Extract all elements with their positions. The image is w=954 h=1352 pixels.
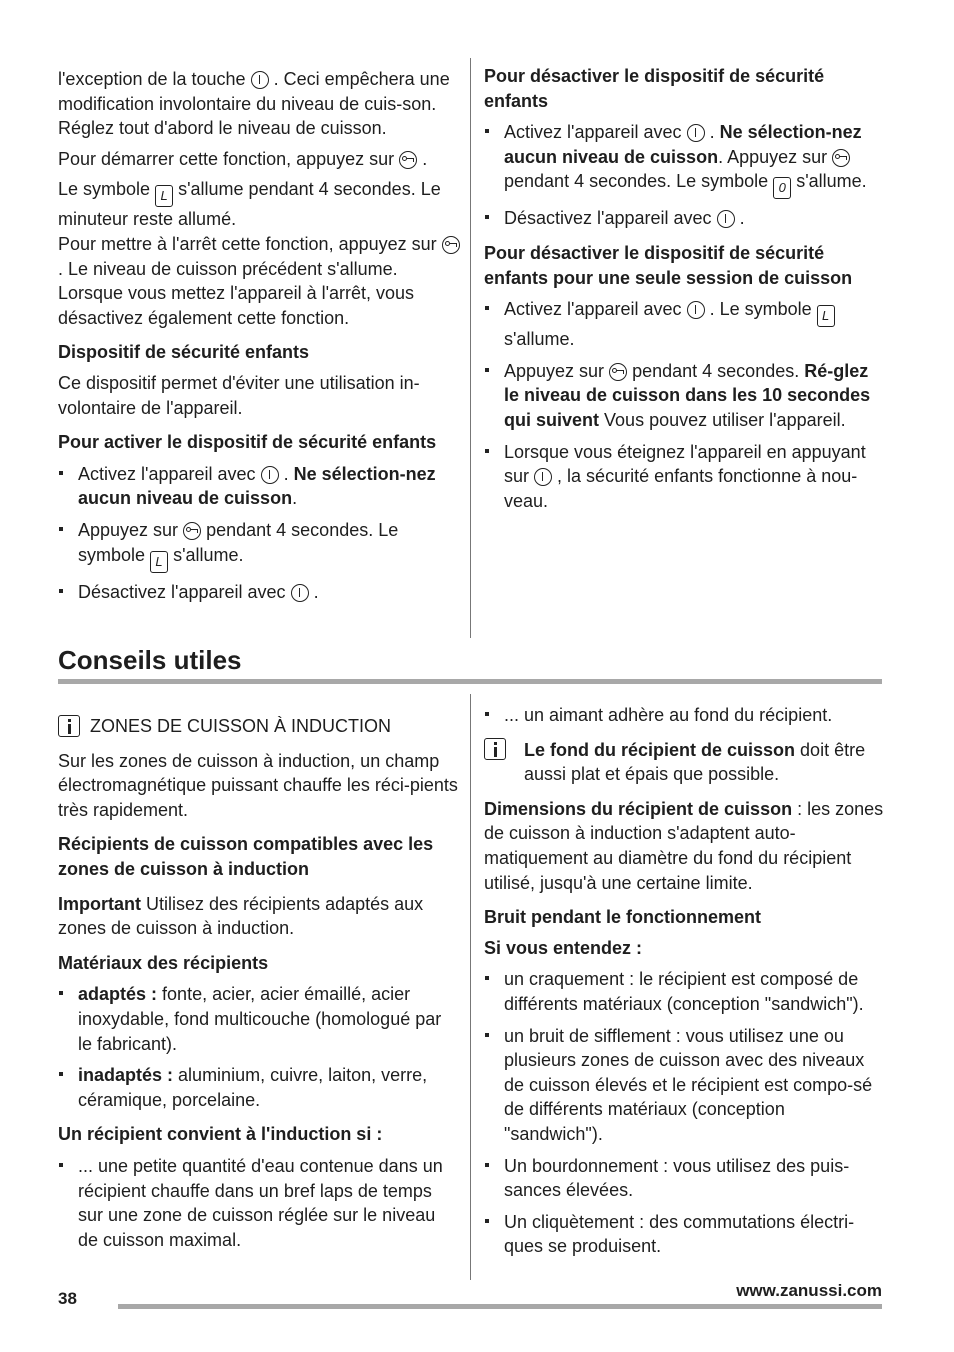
bullet-list [58, 462, 460, 604]
power-icon [687, 301, 705, 319]
paragraph: Réglez tout d'abord le niveau de cuisson. [58, 118, 387, 139]
paragraph: l'exception de la touche . Ceci empêchera une modification involontaire du niveau de cuis-son. [58, 69, 450, 114]
power-icon [261, 466, 279, 484]
power-icon [291, 584, 309, 602]
info-note: ZONES DE CUISSON À INDUCTION [58, 714, 460, 739]
list-item: un craquement : le récipient est composé de différents matériaux (conception "sandwich"). [484, 967, 884, 1016]
list-item: adaptés : fonte, acier, acier émaillé, acier inoxydable, fond multicouche (homologué par le fabricant). [58, 982, 460, 1056]
section-rule [58, 679, 882, 684]
paragraph: Ce dispositif permet d'éviter une utilisation in-volontaire de l'appareil. [58, 372, 420, 418]
lock-key-icon [183, 522, 201, 540]
list-item: Un bourdonnement : vous utilisez des puis-sances élevées. [484, 1154, 884, 1203]
column-divider [470, 694, 471, 1280]
list-item: Activez l'appareil avec . Ne sélection-nez aucun niveau de cuisson. Appuyez sur pendant 4 secondes. Le symbole 0 s'allume. [484, 120, 884, 199]
heading: Bruit pendant le fonctionnement [484, 907, 761, 928]
power-icon [717, 210, 735, 228]
lock-symbol-icon: L [155, 185, 173, 207]
info-icon [484, 738, 506, 760]
list-item: Appuyez sur pendant 4 secondes. Le symbole L s'allume. [58, 518, 460, 573]
power-icon [251, 71, 269, 89]
heading: Si vous entendez : [484, 937, 643, 958]
list-item: Lorsque vous éteignez l'appareil en appuyant sur , la sécurité enfants fonctionne à nou-veau. [484, 440, 884, 514]
list-item: Appuyez sur pendant 4 secondes. Ré-glez le niveau de cuisson dans les 10 secondes qui suivent Vous pouvez utiliser l'appareil. [484, 359, 884, 433]
lock-key-icon [609, 363, 627, 381]
power-icon [534, 468, 552, 486]
list-item: inadaptés : aluminium, cuivre, laiton, verre, céramique, porcelaine. [58, 1063, 460, 1112]
list-item: ... une petite quantité d'eau contenue dans un récipient chauffe dans un bref laps de temps sur une zone de cuisson réglée sur le niveau de cuisson maximal. [58, 1154, 460, 1252]
list-item: un bruit de sifflement : vous utilisez une ou plusieurs zones de cuisson avec des niveaux de cuisson élevés et le récipient est compo-sé de différents matériaux (conception "sandwich"). [484, 1024, 884, 1147]
bullet-list [58, 982, 460, 1112]
bottom-left-column [58, 714, 460, 1252]
zero-symbol-icon: 0 [773, 177, 791, 199]
paragraph: Le symbole L s'allume pendant 4 secondes. Le minuteur reste allumé. [58, 179, 441, 230]
lock-key-icon [832, 149, 850, 167]
bullet-list [484, 120, 884, 231]
website-link[interactable]: www.zanussi.com [736, 1281, 882, 1300]
paragraph: Important Utilisez des récipients adaptés aux zones de cuisson à induction. [58, 893, 424, 939]
bottom-right-column [484, 696, 884, 1259]
list-item: Un cliquètement : des commutations électri-ques se produisent. [484, 1210, 884, 1259]
heading: Matériaux des récipients [58, 952, 269, 973]
section-title: Conseils utiles [58, 645, 242, 675]
bullet-list [484, 703, 884, 728]
heading: Pour activer le dispositif de sécurité enfants [58, 432, 437, 453]
info-note: Le fond du récipient de cuisson doit être aussi plat et épais que possible. [484, 738, 884, 787]
heading: Récipients de cuisson compatibles avec les zones de cuisson à induction [58, 834, 434, 879]
paragraph: Dimensions du récipient de cuisson : les zones de cuisson à induction s'adaptent auto-matiquement au diamètre du fond du récipient utilisé, jusqu'à une certaine limite. [484, 798, 884, 893]
lock-symbol-icon: L [150, 551, 168, 573]
heading: Pour désactiver le dispositif de sécurité enfants [484, 66, 825, 111]
list-item: Activez l'appareil avec . Le symbole L s'allume. [484, 297, 884, 352]
list-item: Désactivez l'appareil avec . [58, 580, 460, 605]
list-item: Activez l'appareil avec . Ne sélection-nez aucun niveau de cuisson. [58, 462, 460, 511]
list-item: ... un aimant adhère au fond du récipient. [484, 703, 884, 728]
power-icon [687, 124, 705, 142]
top-left-column [58, 67, 460, 604]
top-right-column [484, 64, 884, 513]
info-icon [58, 715, 80, 737]
heading: Dispositif de sécurité enfants [58, 342, 310, 363]
column-divider [470, 58, 471, 638]
paragraph: Pour démarrer cette fonction, appuyez sur . [58, 148, 428, 169]
lock-key-icon [399, 151, 417, 169]
bullet-list [58, 1154, 460, 1252]
lock-symbol-icon: L [817, 305, 835, 327]
paragraph: Sur les zones de cuisson à induction, un champ électromagnétique puissant chauffe les réci-pients très rapidement. [58, 750, 458, 820]
paragraph: Pour mettre à l'arrêt cette fonction, appuyez sur . Le niveau de cuisson précédent s'allume. Lorsque vous mettez l'appareil à l'arrêt, vous désactivez également cette fonction. [58, 232, 460, 330]
bullet-list [484, 967, 884, 1259]
heading: Pour désactiver le dispositif de sécurité enfants pour une seule session de cuisson [484, 242, 853, 288]
heading: Un récipient convient à l'induction si : [58, 1124, 383, 1145]
lock-key-icon [442, 236, 460, 254]
list-item: Désactivez l'appareil avec . [484, 206, 884, 231]
page-number: 38 [58, 1289, 77, 1308]
footer-rule [118, 1304, 882, 1309]
bullet-list [484, 297, 884, 513]
